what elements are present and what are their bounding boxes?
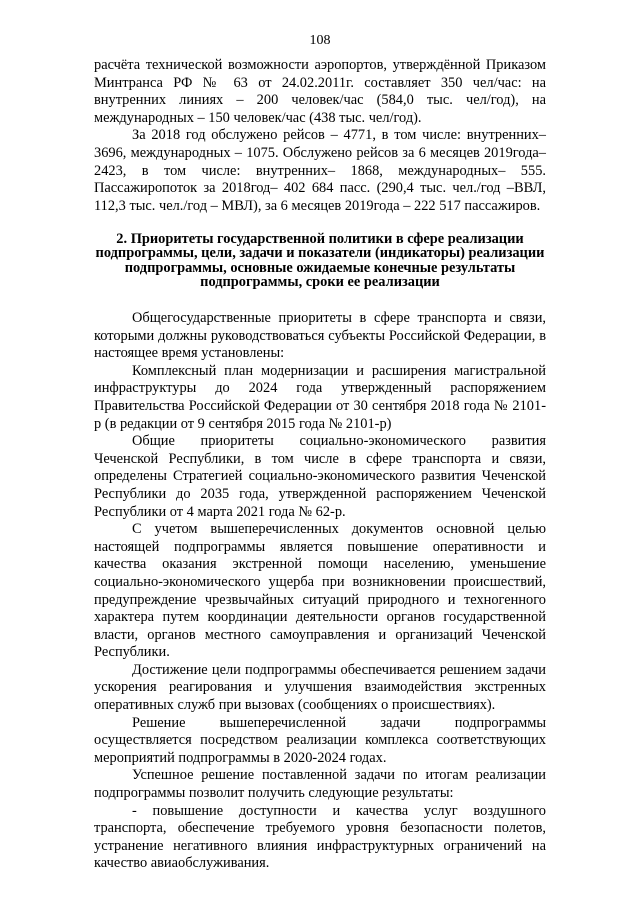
intro-paragraph-2: За 2018 год обслужено рейсов – 4771, в том числе: внутренних– 3696, международных – 1075. Обслужено рейсов за 6 месяцев 2019года– 2423, в том числе: внутренних– 1868, международных– 555. Пассажиропоток за 2018год– 402 684 пасс. (290,4 тыс. чел./год –ВВЛ, 112,3 тыс. чел./год – МВЛ), за 6 месяцев 2019года – 222 517 пассажиров.	[94, 127, 546, 214]
paragraph-infrastructure-plan: Комплексный план модернизации и расширения магистральной инфраструктуры до 2024 года утвержденный распоряжением Правительства Российской Федерации от 30 сентября 2018 года № 2101-р (в редакции от 9 сентября 2015 года № 2101-р)	[94, 362, 546, 432]
section-2-heading-block	[94, 232, 546, 290]
paragraph-task-solution: Решение вышеперечисленной задачи подпрограммы осуществляется посредством реализации комплекса соответствующих мероприятий подпрограммы в 2020-2024 годах.	[94, 714, 546, 766]
intro-section	[94, 57, 546, 215]
intro-paragraph-1: расчёта технической возможности аэропортов, утверждённой Приказом Минтранса РФ № 63 от 24.02.2011г. составляет 350 чел/час: на внутренних линиях – 200 человек/час (584,0 тыс. чел/год), на международных – 150 человек/час (438 тыс. чел/год).	[94, 57, 546, 126]
paragraph-goal-achievement: Достижение цели подпрограммы обеспечивается решением задачи ускорения реагирования и улучшения взаимодействия экстренных оперативных служб при вызовах (сообщениях о происшествиях).	[94, 661, 546, 714]
paragraph-regional-strategy: Общие приоритеты социально-экономического развития Чеченской Республики, в том числе в сфере транспорта и связи, определены Стратегией социально-экономического развития Чеченской Республики до 2035 года, утвержденной распоряжением Чеченской Республики от 4 марта 2021 года № 62-р.	[94, 433, 546, 520]
paragraph-result-item: - повышение доступности и качества услуг воздушного транспорта, обеспечение требуемого уровня безопасности полетов, устранение негативного влияния инфраструктурных ограничений на качество авиаобслуживания.	[94, 802, 546, 872]
paragraph-expected-results: Успешное решение поставленной задачи по итогам реализации подпрограммы позволит получить следующие результаты:	[94, 767, 546, 802]
paragraph-main-goal: С учетом вышеперечисленных документов основной целью настоящей подпрограммы является повышение оперативности и качества оказания экстренной помощи населению, уменьшение социально-экономического ущерба при возникновении происшествий, предупреждение чрезвычайных ситуаций природного и техногенного характера путем координации деятельности органов государственной власти, органов местного самоуправления и организаций Чеченской Республики.	[94, 521, 546, 661]
section-2-body	[94, 310, 546, 873]
section-heading: 2. Приоритеты государственной политики в сфере реализации подпрограммы, цели, задачи и показатели (индикаторы) реализации подпрограммы, основные ожидаемые конечные результаты подпрограммы, сроки ее реализации	[95, 231, 545, 291]
paragraph-priorities: Общегосударственные приоритеты в сфере транспорта и связи, которыми должны руководствоваться субъекты Российской Федерации, в настоящее время установлены:	[94, 310, 546, 362]
page-number: 108	[309, 33, 331, 48]
